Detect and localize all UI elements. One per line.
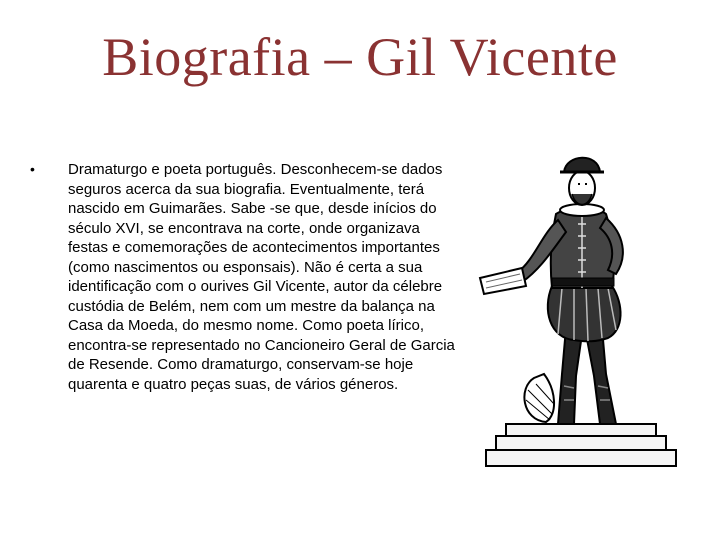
statue-illustration xyxy=(478,138,678,468)
biography-text: Dramaturgo e poeta português. Desconhecem-se dados seguros acerca da sua biografia. Eventualmente, terá nascido em Guimarães. Sabe -se que, desde inícios do século XVI, se encontrava na corte, onde organizava festas e comemorações de acontecimentos importantes (como nascimentos ou esponsais). Não é certa a sua identificação com o ourives Gil Vicente, autor da célebre custódia de Belém, nem com um mestre da balança na Casa da Moeda, do mesmo nome. Como poeta lírico, encontra-se representado no Cancioneiro Geral de Garcia de Resende. Como dramaturgo, conservam-se hoje quarenta e quatro peças suas, de vários géneros. xyxy=(68,161,455,393)
bullet-icon: • xyxy=(30,161,35,177)
slide-title: Biografia – Gil Vicente xyxy=(102,27,618,87)
bullet-item xyxy=(30,160,460,394)
